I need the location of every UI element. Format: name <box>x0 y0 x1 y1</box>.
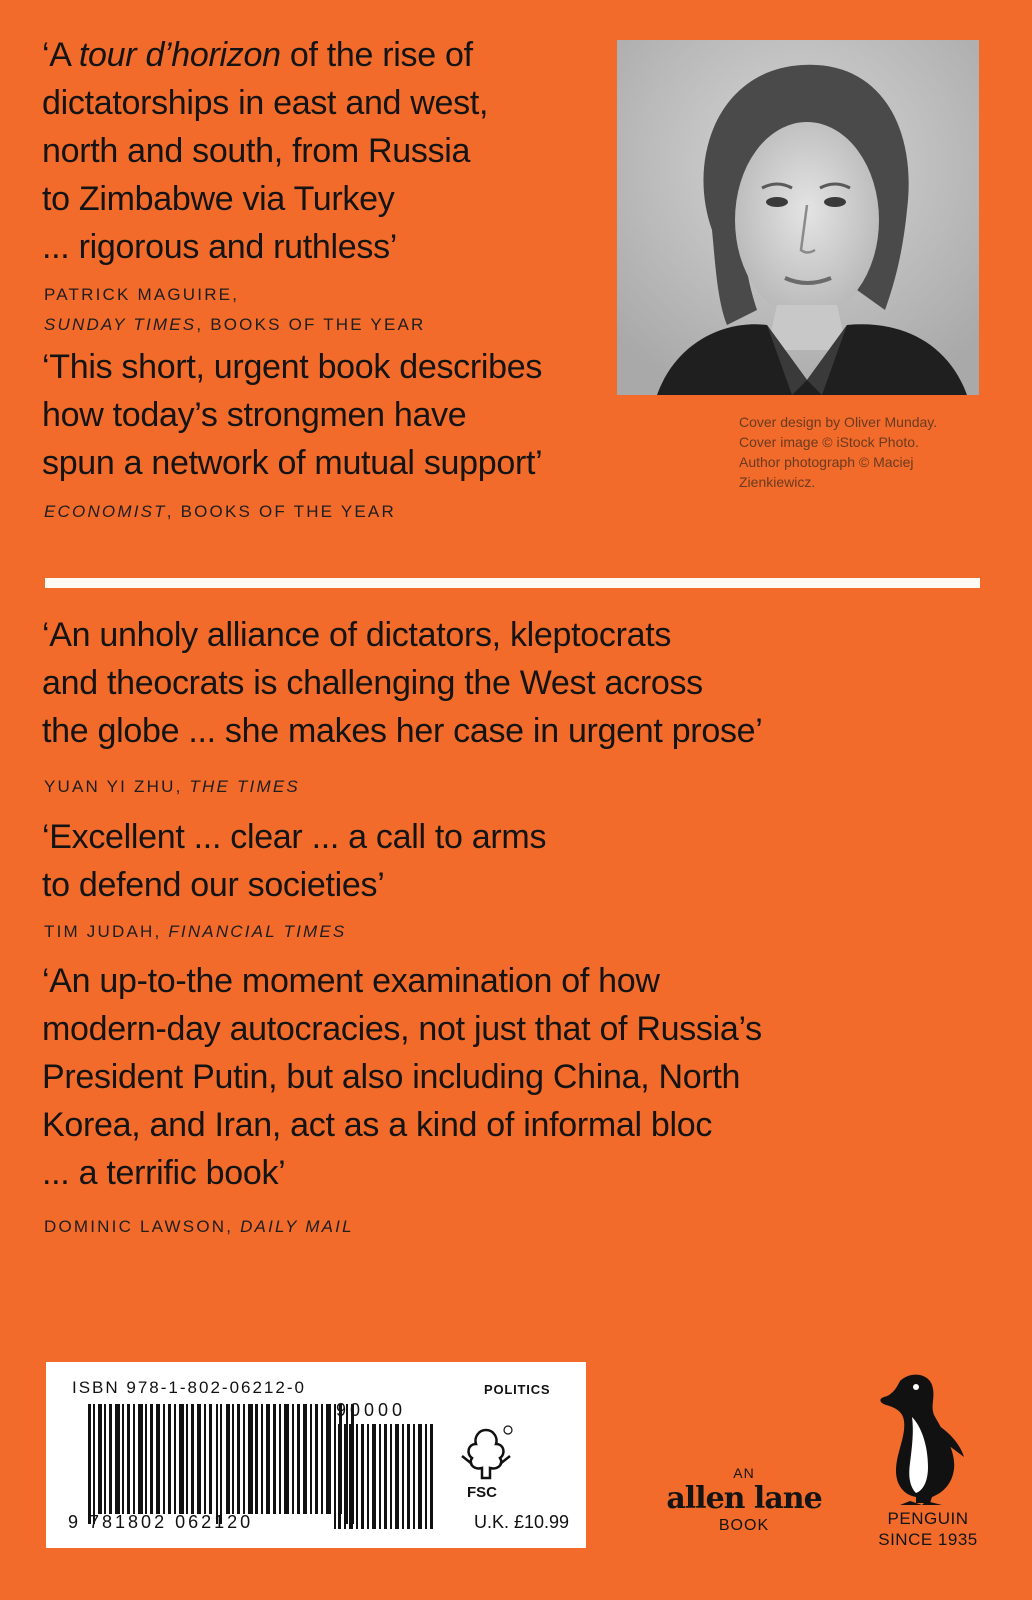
barcode-panel <box>46 1362 586 1548</box>
quote-4: ‘Excellent ... clear ... a call to arms to defend our societies’ <box>42 818 547 904</box>
publisher-imprint <box>644 1465 844 1535</box>
quote-5-attr-name: DOMINIC LAWSON, <box>44 1217 241 1236</box>
addon-barcode <box>334 1424 434 1529</box>
quote-1-attr-source: SUNDAY TIMES <box>44 315 197 334</box>
quote-1-lead: ‘A <box>42 36 79 74</box>
quote-3-attribution <box>44 772 300 802</box>
quote-5-attribution <box>44 1212 354 1242</box>
fsc-label: FSC <box>467 1484 497 1501</box>
quote-4-attr-name: TIM JUDAH, <box>44 922 169 941</box>
quote-3: ‘An unholy alliance of dictators, kleptocrats and theocrats is challenging the West across the globe ... she makes her case in urgent prose’ <box>42 616 763 750</box>
quote-2-attribution <box>44 497 396 527</box>
divider-rule <box>45 578 980 588</box>
quote-4-attr-source: FINANCIAL TIMES <box>168 922 347 941</box>
quote-1 <box>42 31 602 271</box>
quote-1-rest: of the rise of dictatorships in east and west, north and south, from Russia to Zimbabwe via Turkey ... rigorous and ruthless’ <box>42 36 489 266</box>
penguin-since: SINCE 1935 <box>878 1530 978 1549</box>
addon-digits: 90000 <box>336 1400 407 1420</box>
quote-3-attr-name: YUAN YI ZHU, <box>44 777 190 796</box>
ean-digits: 9 781802 062120 <box>68 1512 254 1532</box>
quote-2-attr-source: ECONOMIST <box>44 502 167 521</box>
credit-line-1: Cover design by Oliver Munday. <box>739 414 938 430</box>
quote-3-attr-source: THE TIMES <box>189 777 300 796</box>
quote-5: ‘An up-to-the moment examination of how modern-day autocracies, not just that of Russia’s President Putin, but also including China, North Korea, and Iran, act as a kind of informal bloc ... a terrific book’ <box>42 962 762 1192</box>
price: U.K. £10.99 <box>474 1512 570 1532</box>
quote-1-attr-name: PATRICK MAGUIRE, <box>44 285 240 304</box>
quote-5-attr-source: DAILY MAIL <box>240 1217 354 1236</box>
penguin-text <box>868 1508 988 1550</box>
credit-line-4: Zienkiewicz. <box>739 474 816 490</box>
author-portrait <box>617 40 979 395</box>
quote-2: ‘This short, urgent book describes how today’s strongmen have spun a network of mutual support’ <box>42 348 543 482</box>
imprint-an: AN <box>733 1465 755 1481</box>
quote-4-attribution <box>44 917 346 947</box>
imprint-logo: allen lane <box>666 1481 822 1516</box>
quote-2-attr-suffix: , BOOKS OF THE YEAR <box>166 502 396 521</box>
quote-1-attribution <box>44 280 426 340</box>
penguin-logo-icon <box>870 1367 980 1507</box>
fsc-tree-icon <box>458 1424 514 1484</box>
quote-1-attr-suffix: , BOOKS OF THE YEAR <box>196 315 426 334</box>
penguin-name: PENGUIN <box>887 1509 969 1528</box>
cover-credits <box>739 412 989 492</box>
imprint-book: BOOK <box>718 1517 770 1534</box>
isbn-number: ISBN 978-1-802-06212-0 <box>72 1378 306 1397</box>
quote-1-attr-source-line <box>44 310 426 340</box>
credit-line-3: Author photograph © Maciej <box>739 454 914 470</box>
quote-1-italic: tour d’horizon <box>78 36 281 74</box>
category-label: POLITICS <box>484 1382 551 1397</box>
author-photo <box>617 40 979 395</box>
credit-line-2: Cover image © iStock Photo. <box>739 434 919 450</box>
ean-barcode <box>88 1404 358 1524</box>
